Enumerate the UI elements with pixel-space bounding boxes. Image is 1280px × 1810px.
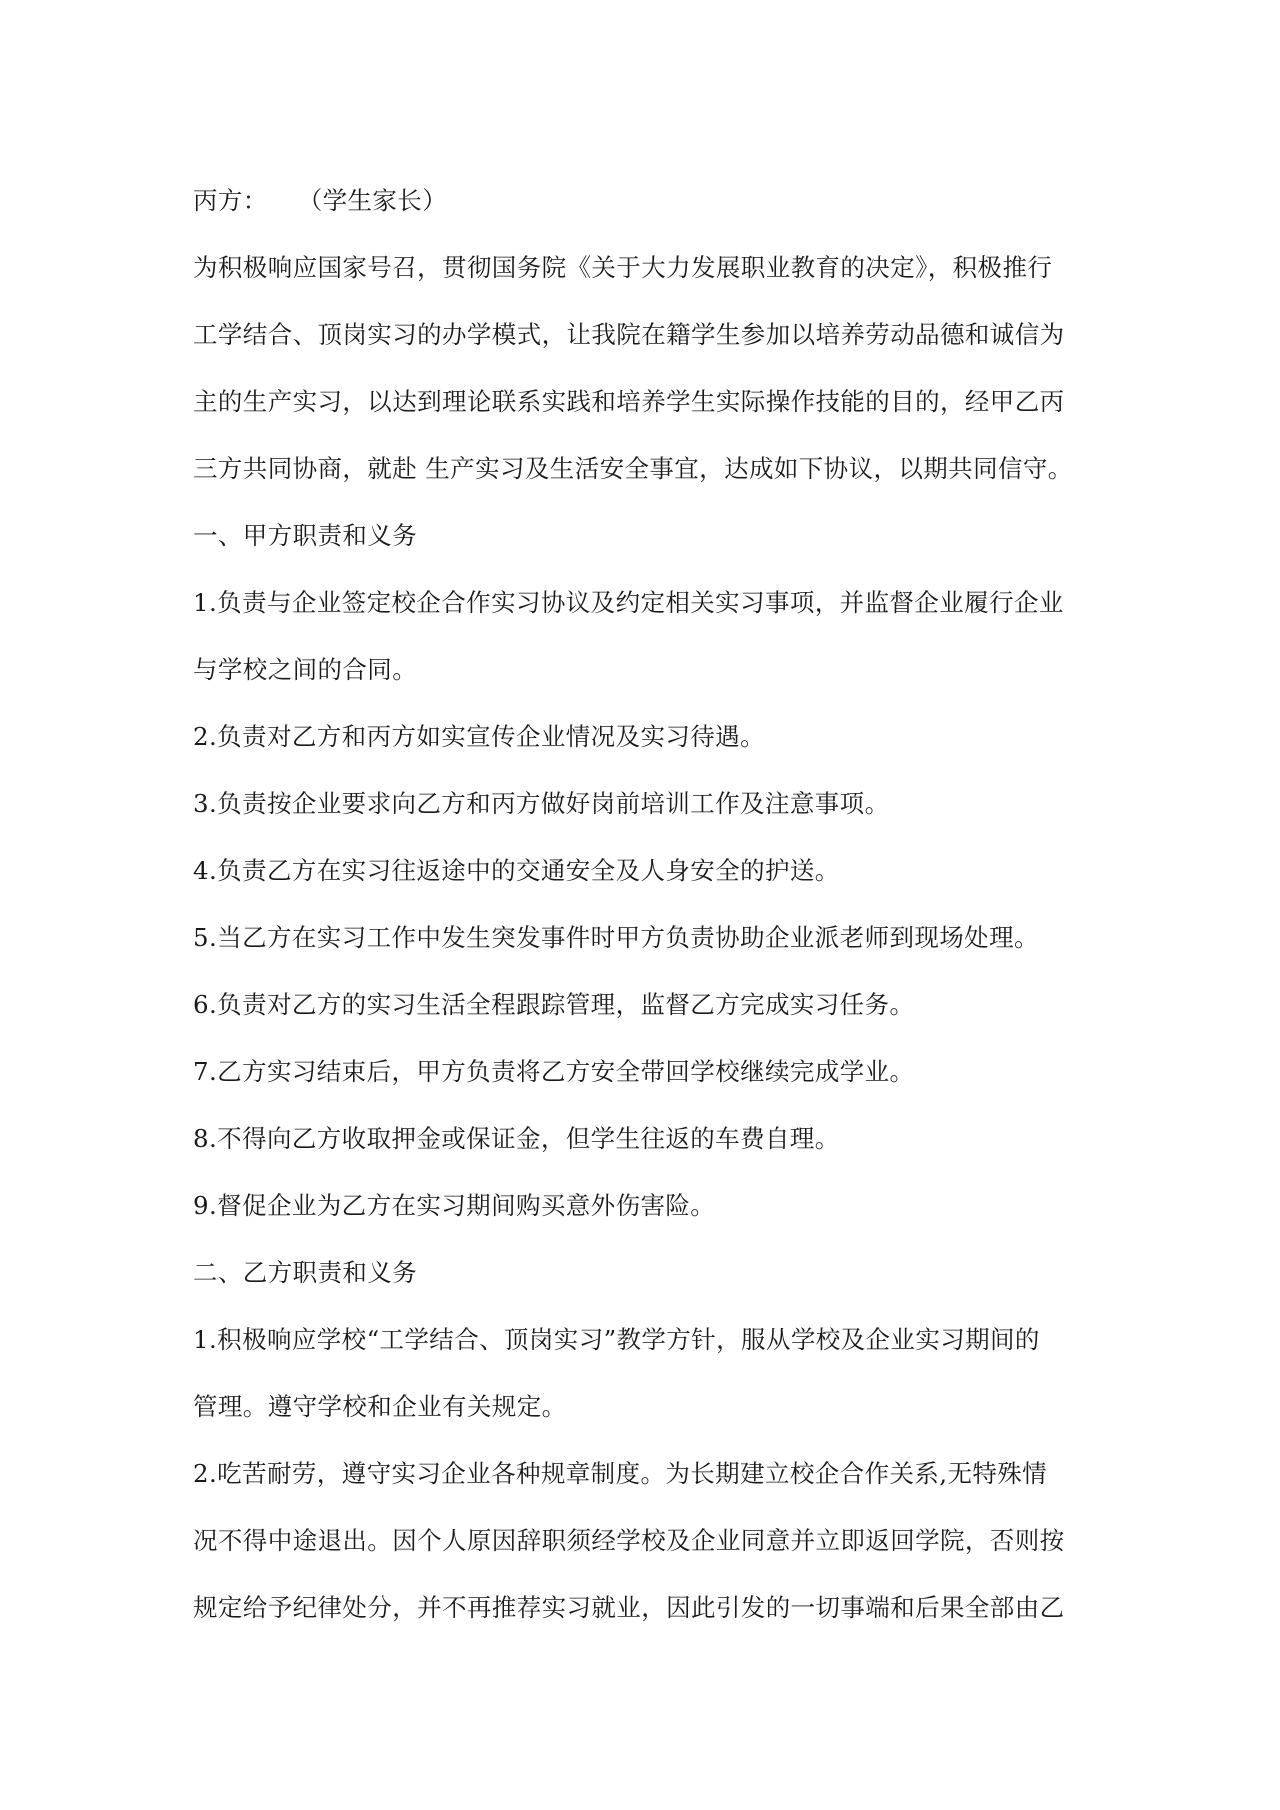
party-c-label: 丙方： — [193, 186, 268, 215]
section-b-heading: 二、乙方职责和义务 — [193, 1258, 418, 1287]
section-b-line: 管理。遵守学校和企业有关规定。 — [193, 1392, 567, 1421]
section-a-line: 5.当乙方在实习工作中发生突发事件时甲方负责协助企业派老师到现场处理。 — [193, 923, 1039, 952]
section-b-line: 1.积极响应学校“工学结合、顶岗实习”教学方针，服从学校及企业实习期间的 — [193, 1325, 1040, 1354]
intro-line: 三方共同协商，就赴 生产实习及生活安全事宜，达成如下协议，以期共同信守。 — [193, 454, 1073, 483]
section-a-line: 9.督促企业为乙方在实习期间购买意外伤害险。 — [193, 1191, 716, 1220]
section-a-line: 3.负责按企业要求向乙方和丙方做好岗前培训工作及注意事项。 — [193, 789, 890, 818]
intro-line: 为积极响应国家号召，贯彻国务院《关于大力发展职业教育的决定》，积极推行 — [193, 253, 1053, 282]
section-a-line: 2.负责对乙方和丙方如实宣传企业情况及实习待遇。 — [193, 722, 765, 751]
document-body — [193, 167, 1093, 1641]
section-b-line: 规定给予纪律处分，并不再推荐实习就业，因此引发的一切事端和后果全部由乙 — [193, 1593, 1065, 1622]
section-a-line: 与学校之间的合同。 — [193, 655, 418, 684]
intro-line: 工学结合、顶岗实习的办学模式，让我院在籍学生参加以培养劳动品德和诚信为 — [193, 320, 1065, 349]
section-a-line: 1.负责与企业签定校企合作实习协议及约定相关实习事项，并监督企业履行企业 — [193, 588, 1064, 617]
party-c-line — [193, 167, 1093, 234]
section-b-line: 2.吃苦耐劳，遵守实习企业各种规章制度。为长期建立校企合作关系,无特殊情 — [193, 1459, 1048, 1488]
section-a-line: 8.不得向乙方收取押金或保证金，但学生往返的车费自理。 — [193, 1124, 840, 1153]
section-a-heading: 一、甲方职责和义务 — [193, 521, 418, 550]
section-a-line: 4.负责乙方在实习往返途中的交通安全及人身安全的护送。 — [193, 856, 840, 885]
section-a-line: 7.乙方实习结束后，甲方负责将乙方安全带回学校继续完成学业。 — [193, 1057, 915, 1086]
section-a-line: 6.负责对乙方的实习生活全程跟踪管理，监督乙方完成实习任务。 — [193, 990, 915, 1019]
intro-line: 主的生产实习，以达到理论联系实践和培养学生实际操作技能的目的，经甲乙丙 — [193, 387, 1065, 416]
section-b-line: 况不得中途退出。因个人原因辞职须经学校及企业同意并立即返回学院，否则按 — [193, 1526, 1065, 1555]
party-c-role: （学生家长） — [297, 186, 448, 215]
